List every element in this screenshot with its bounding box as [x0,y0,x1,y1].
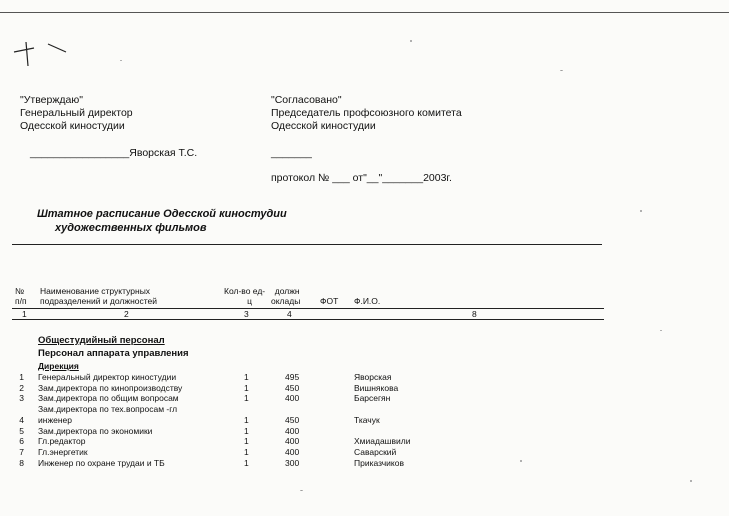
section-management: Персонал аппарата управления [38,348,189,359]
row-salary: 300 [285,457,300,468]
approval-signature: _________________Яворская Т.С. [30,147,198,159]
pen-mark-icon [8,38,68,70]
staff-table-body [0,372,729,482]
scan-speck [300,490,303,491]
header-count: Кол-во ед- ц [224,286,266,306]
header-index-8: 8 [472,309,477,319]
row-salary: 400 [285,393,300,404]
header-number: № п/п [15,286,27,306]
agreement-position: Председатель профсоюзного комитета [271,107,462,119]
row-number: 2 [19,382,24,393]
header-index-2: 2 [124,309,129,319]
header-rule-top [12,308,604,309]
row-number: 5 [19,425,24,436]
protocol-line: протокол № ___ от"__"_______2003г. [271,172,452,184]
document-title: Штатное расписание Одесской киностудии [37,208,287,220]
approval-heading: "Утверждаю" [20,94,83,106]
row-number: 8 [19,457,24,468]
row-position-name: Зам.директора по экономики [38,425,153,436]
row-employee-name: Ткачук [354,414,380,425]
header-fot: ФОТ [320,296,339,306]
row-salary: 400 [285,446,300,457]
row-unit-count: 1 [244,393,249,404]
row-position-name: Зам.директора по кинопроизводству [38,382,183,393]
row-unit-count: 1 [244,446,249,457]
row-unit-count: 1 [244,436,249,447]
row-salary: 495 [285,372,300,382]
row-position-name: Зам.директора по общим вопросам [38,393,179,404]
row-position-name: Гл.энергетик [38,446,88,457]
scan-speck [660,330,662,331]
header-fio: Ф.И.О. [354,296,381,306]
table-row [0,393,729,403]
row-position-name: Генеральный директор киностудии [38,372,177,382]
row-unit-count: 1 [244,382,249,393]
agreement-organization: Одесской киностудии [271,120,376,132]
row-unit-count: 1 [244,457,249,468]
scan-speck [410,40,412,42]
approval-position: Генеральный директор [20,107,133,119]
scan-speck [690,480,692,482]
table-row [0,383,729,393]
document-subtitle: художественных фильмов [55,222,207,234]
table-row [0,404,729,414]
row-unit-count: 1 [244,414,249,425]
row-position-name: инженер [38,414,73,425]
row-number: 3 [19,393,24,404]
section-directorate: Дирекция [38,361,79,371]
row-employee-name: Вишнякова [354,382,399,393]
row-unit-count: 1 [244,372,249,382]
title-divider [12,244,602,245]
table-row [0,415,729,425]
header-salary: должн оклады [271,286,301,306]
table-row [0,436,729,446]
header-rule-bottom [12,319,604,320]
row-employee-name: Саварский [354,446,397,457]
row-employee-name: Приказчиков [354,457,404,468]
table-row [0,426,729,436]
row-salary: 400 [285,425,300,436]
row-employee-name: Яворская [354,372,392,382]
row-salary: 450 [285,382,300,393]
approval-organization: Одесской киностудии [20,120,125,132]
scan-top-line [0,12,729,13]
header-index-4: 4 [287,309,292,319]
header-name: Наименование структурных подразделений и должностей [40,286,158,306]
row-salary: 450 [285,414,300,425]
header-index-1: 1 [22,309,27,319]
row-position-name: Зам.директора по тех.вопросам -гл [38,404,178,415]
section-general-staff: Общестудийный персонал [38,335,165,346]
header-index-3: 3 [244,309,249,319]
table-row [0,458,729,468]
scan-speck [520,460,522,462]
row-number: 6 [19,436,24,447]
table-row [0,447,729,457]
row-salary: 400 [285,436,300,447]
agreement-heading: "Согласовано" [271,94,342,106]
row-number: 7 [19,446,24,457]
row-position-name: Гл.редактор [38,436,86,447]
row-employee-name: Барсегян [354,393,391,404]
row-number: 1 [19,372,24,382]
scan-speck [560,70,563,71]
scan-speck [120,60,122,61]
row-position-name: Инженер по охране трудаи и ТБ [38,457,165,468]
row-number: 4 [19,414,24,425]
row-unit-count: 1 [244,425,249,436]
row-employee-name: Хмиадашвили [354,436,411,447]
scan-speck [640,210,642,212]
agreement-signature: _______ [271,147,312,159]
table-row [0,372,729,382]
